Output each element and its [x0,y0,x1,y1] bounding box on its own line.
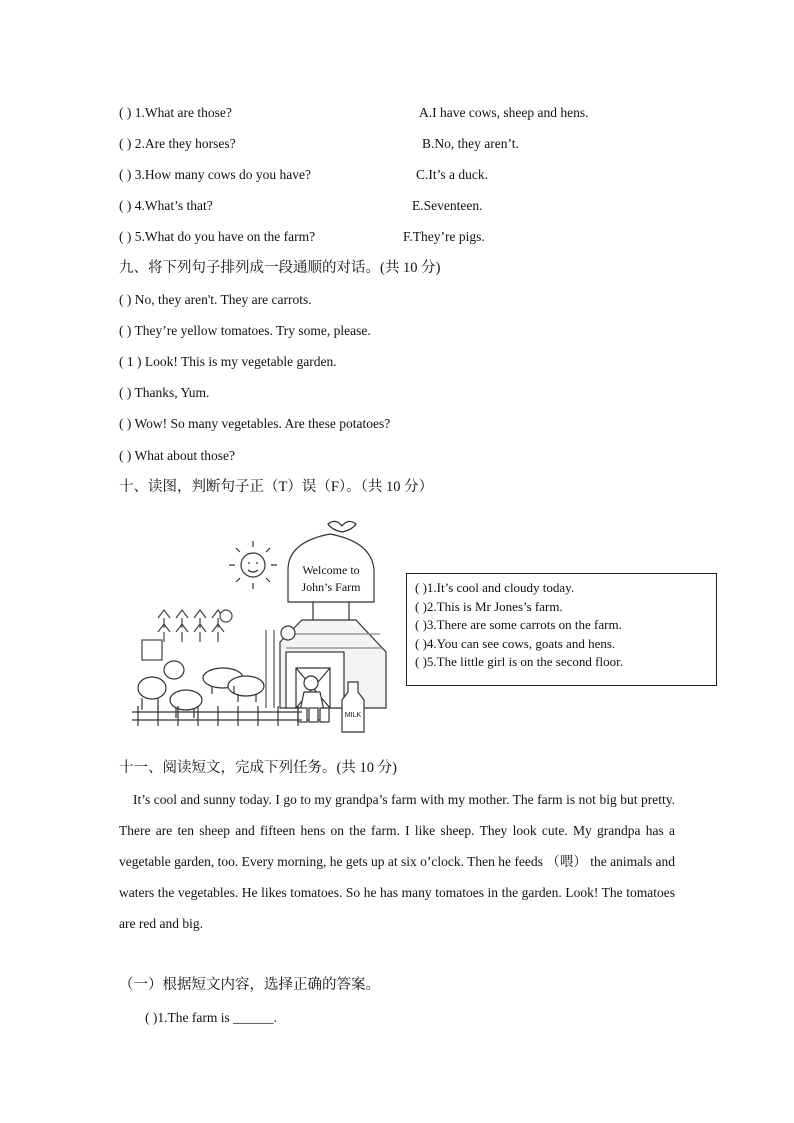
tf-item[interactable]: ( )2.This is Mr Jones’s farm. [415,598,563,614]
section-9-title: 九、将下列句子排列成一段通顺的对话。(共 10 分) [119,260,441,276]
dialogue-text: Thanks, Yum. [134,385,210,400]
match-answer-f: F.They’re pigs. [403,229,485,244]
tf-item[interactable]: ( )4.You can see cows, goats and hens. [415,635,616,651]
question-text: 4.What’s that? [134,198,213,213]
dialogue-item [119,447,235,465]
match-answer-e: E.Seventeen. [412,198,483,213]
tf-item[interactable]: ( )1.It’s cool and cloudy today. [415,580,575,595]
dialogue-item [119,384,209,402]
dialogue-text: What about those? [134,448,235,463]
answer-blank[interactable]: ( ) [119,136,132,151]
dialogue-text: No, they aren't. They are carrots. [134,292,312,307]
sun-icon [229,541,277,589]
order-blank[interactable]: ( ) [119,448,132,463]
order-blank[interactable]: ( 1 ) [119,354,142,369]
question-text: 2.Are they horses? [134,136,236,151]
answer-blank[interactable]: ( ) [119,105,132,120]
match-answer-c: C.It’s a duck. [416,167,488,182]
fence [132,706,302,726]
animals [138,661,264,718]
match-question-4 [119,197,213,215]
section-10-title: 十、读图，判断句子正（T）误（F）。（共 10 分） [119,479,434,495]
order-blank[interactable]: ( ) [119,323,132,338]
carrot-rows [142,610,232,660]
question-text: 5.What do you have on the farm? [134,229,316,244]
dialogue-text: They’re yellow tomatoes. Try some, please. [134,323,371,338]
order-blank[interactable]: ( ) [119,416,132,431]
svg-text:MILK: MILK [344,712,362,719]
match-question-1 [119,104,232,122]
sub-section-title: （一）根据短文内容，选择正确的答案。 [119,977,380,993]
match-answer-b: B.No, they aren’t. [422,136,519,151]
answer-blank[interactable]: ( ) [119,229,132,244]
question-text: 1.What are those? [134,105,232,120]
dialogue-text: Wow! So many vegetables. Are these potatoes? [134,416,391,431]
order-blank[interactable]: ( ) [119,292,132,307]
farm-illustration [128,520,390,735]
order-blank[interactable]: ( ) [119,385,132,400]
dialogue-item [119,291,312,309]
svg-text:Welcome to: Welcome to [302,563,360,577]
dialogue-text: Look! This is my vegetable garden. [144,354,337,369]
answer-blank[interactable]: ( ) [119,198,132,213]
dialogue-item [119,415,390,433]
answer-blank[interactable]: ( ) [119,167,132,182]
section-11-title: 十一、阅读短文，完成下列任务。(共 10 分) [119,760,397,776]
match-question-5 [119,228,315,246]
match-answer-a: A.I have cows, sheep and hens. [419,105,589,120]
true-false-box [406,573,717,686]
tf-item[interactable]: ( )3.There are some carrots on the farm. [415,617,622,633]
dialogue-item [119,353,337,371]
dialogue-item [119,322,371,340]
match-question-2 [119,135,236,153]
welcome-sign [288,521,374,624]
barn [266,620,386,708]
reading-question-1[interactable]: ( )1.The farm is ______. [145,1010,277,1025]
question-text: 3.How many cows do you have? [134,167,311,182]
reading-passage: It’s cool and sunny today. I go to my grandpa’s farm with my mother. The farm is not big but pretty. There are ten sheep and fifteen hens on the farm. I like sheep. They look cute. My grandpa has a vegetable garden, too. Every morning, he gets up at six o’clock. Then he feeds （喂） the animals and waters the vegetables. He likes tomatoes. So he has many tomatoes in the garden. Look! The tomatoes are red and big. [119,792,675,931]
match-question-3 [119,166,311,184]
tf-item[interactable]: ( )5.The little girl is on the second floor. [415,654,623,670]
svg-text:John’s Farm: John’s Farm [301,580,361,594]
